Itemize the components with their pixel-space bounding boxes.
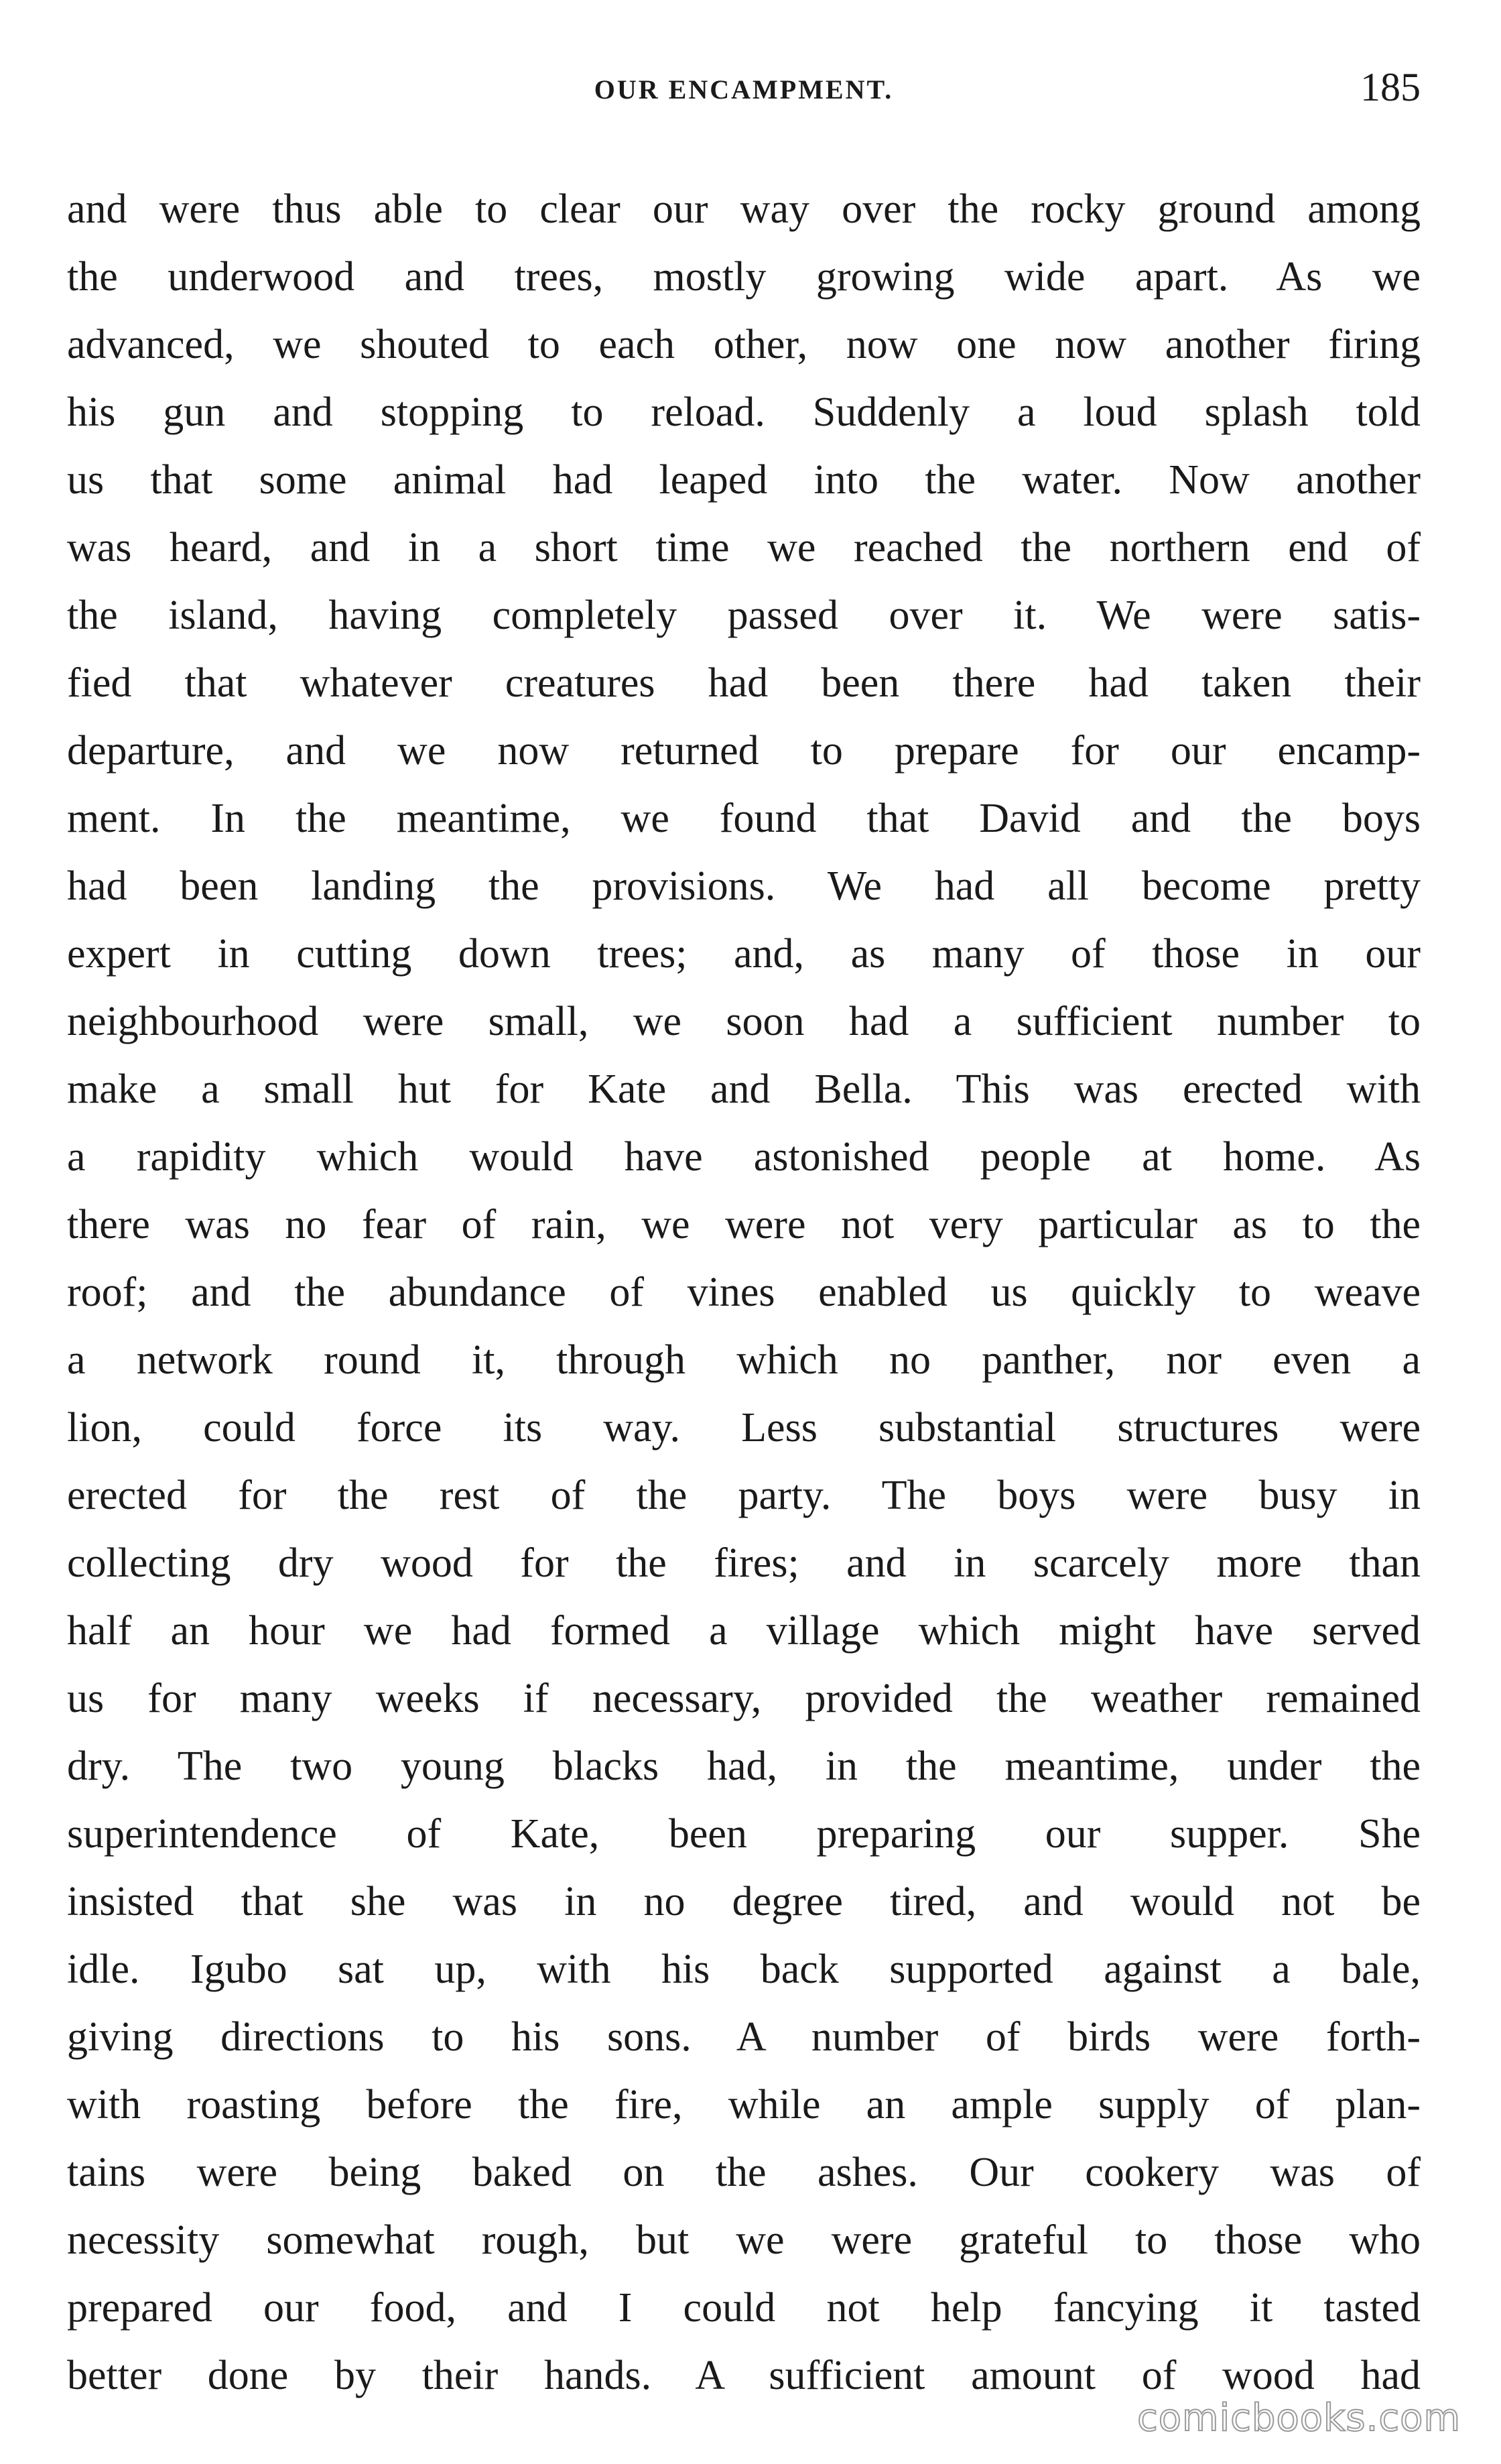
text-line: his gun and stopping to reload. Suddenly a loud splash told xyxy=(67,389,1421,435)
text-line: the island, having completely passed over it. We were satis- xyxy=(67,593,1421,638)
text-line: expert in cutting down trees; and, as many of those in our xyxy=(67,931,1421,977)
text-line: prepared our food, and I could not help fancying it tasted xyxy=(67,2285,1421,2331)
text-line: us that some animal had leaped into the water. Now another xyxy=(67,457,1421,503)
text-line: and were thus able to clear our way over the rocky ground among xyxy=(67,186,1421,232)
page-number: 185 xyxy=(1360,65,1421,109)
text-line: neighbourhood were small, we soon had a sufficient number to xyxy=(67,999,1421,1044)
text-line: giving directions to his sons. A number of birds were forth- xyxy=(67,2014,1421,2060)
running-title: OUR ENCAMPMENT. xyxy=(594,74,894,105)
text-line: had been landing the provisions. We had all become pretty xyxy=(67,863,1421,909)
text-line: collecting dry wood for the fires; and in scarcely more than xyxy=(67,1540,1421,1586)
text-line: a network round it, through which no panther, nor even a xyxy=(67,1337,1421,1383)
text-line: advanced, we shouted to each other, now one now another firing xyxy=(67,322,1421,367)
watermark: comicbooks.com xyxy=(1136,2396,1461,2440)
text-line: superintendence of Kate, been preparing our supper. She xyxy=(67,1811,1421,1857)
text-line: there was no fear of rain, we were not very particular as to the xyxy=(67,1202,1421,1247)
text-line: insisted that she was in no degree tired, and would not be xyxy=(67,1879,1421,1924)
text-line: was heard, and in a short time we reached the northern end of xyxy=(67,525,1421,570)
text-line: fied that whatever creatures had been there had taken their xyxy=(67,660,1421,706)
text-line: departure, and we now returned to prepare for our encamp- xyxy=(67,728,1421,774)
text-line: ment. In the meantime, we found that David and the boys xyxy=(67,796,1421,841)
text-line: better done by their hands. A sufficient amount of wood had xyxy=(67,2353,1421,2398)
text-line: idle. Igubo sat up, with his back supported against a bale, xyxy=(67,1947,1421,1992)
text-line: tains were being baked on the ashes. Our cookery was of xyxy=(67,2150,1421,2195)
text-line: necessity somewhat rough, but we were grateful to those who xyxy=(67,2217,1421,2263)
text-line: lion, could force its way. Less substantial structures were xyxy=(67,1405,1421,1451)
text-line: the underwood and trees, mostly growing wide apart. As we xyxy=(67,254,1421,300)
text-line: dry. The two young blacks had, in the meantime, under the xyxy=(67,1743,1421,1789)
text-line: erected for the rest of the party. The boys were busy in xyxy=(67,1473,1421,1518)
text-line: us for many weeks if necessary, provided the weather remained xyxy=(67,1676,1421,1721)
text-line: half an hour we had formed a village which might have served xyxy=(67,1608,1421,1654)
running-head xyxy=(67,64,1421,125)
body-text xyxy=(67,176,1421,2410)
text-line: roof; and the abundance of vines enabled us quickly to weave xyxy=(67,1270,1421,1315)
text-line: make a small hut for Kate and Bella. This was erected with xyxy=(67,1066,1421,1112)
text-line: with roasting before the fire, while an ample supply of plan- xyxy=(67,2082,1421,2128)
text-line: a rapidity which would have astonished people at home. As xyxy=(67,1134,1421,1180)
